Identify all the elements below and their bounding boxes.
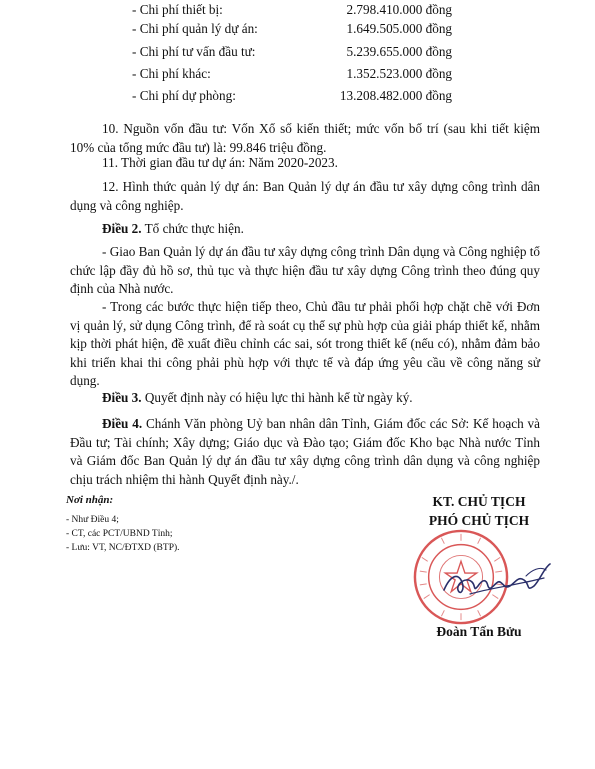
article-2-paragraph-1: - Giao Ban Quản lý dự án đầu tư xây dựng công trình Dân dụng và Công nghiệp tổ chức lập đầy đủ hồ sơ, thủ tục và thực hiện đầu tư xây dựng Công trình theo đúng quy định của Nhà nước. (70, 244, 540, 296)
cost-value: 5.239.655.000 đồng (346, 44, 452, 59)
cost-row (132, 20, 462, 38)
cost-label: - Chi phí khác: (132, 66, 211, 81)
cost-value: 2.798.410.000 đồng (346, 2, 452, 17)
handwritten-signature-icon (440, 556, 560, 606)
signer-name: Đoàn Tấn Bửu (436, 624, 522, 639)
cost-label: - Chi phí dự phòng: (132, 88, 236, 103)
cost-value: 1.649.505.000 đồng (346, 21, 452, 36)
signer-authority: KT. CHỦ TỊCH (432, 494, 526, 509)
article-2-paragraph-2: - Trong các bước thực hiện tiếp theo, Chủ đầu tư phải phối hợp chặt chẽ với Đơn vị quản lý, sử dụng Công trình, để rà soát cụ thể sự phù hợp của giải pháp thiết kế, nhằm kịp thời phát hiện, đề xuất điều chỉnh các sai, sót trong thiết kế (nếu có), nhằm đảm bảo khi triển khai thi công phải phù hợp với thực tế và đáp ứng yêu cầu về công năng sử dụng. (70, 299, 540, 388)
item-12: 12. Hình thức quản lý dự án: Ban Quản lý dự án đầu tư xây dựng công trình dân dụng và công nghiệp. (70, 179, 540, 213)
cost-row (132, 87, 462, 105)
recipient-item: - Như Điều 4; (66, 515, 119, 525)
recipients-title: Nơi nhận: (66, 494, 114, 506)
cost-value: 1.352.523.000 đồng (346, 66, 452, 81)
item-10: 10. Nguồn vốn đầu tư: Vốn Xổ số kiến thiết; mức vốn bố trí (sau khi tiết kiệm 10% của tổng mức đầu tư) là: 99.846 triệu đồng. (70, 121, 540, 155)
cost-label: - Chi phí thiết bị: (132, 2, 223, 17)
cost-row (132, 43, 462, 61)
cost-row (132, 1, 462, 19)
cost-label: - Chi phí tư vấn đầu tư: (132, 44, 256, 59)
article-2-heading: Điều 2. Tổ chức thực hiện. (102, 221, 244, 236)
recipient-item: - Lưu: VT, NC/ĐTXD (BTP). (66, 543, 180, 553)
article-4: Điều 4. Chánh Văn phòng Uỷ ban nhân dân Tỉnh, Giám đốc các Sở: Kế hoạch và Đầu tư; Tài chính; Xây dựng; Giáo dục và Đào tạo; Giám đốc Kho bạc Nhà nước Tỉnh và Giám đốc Ban Quản lý dự án đầu tư xây dựng công trình dân dụng và công nghiệp chịu trách nhiệm thi hành Quyết định này./. (70, 416, 540, 487)
article-3-title: Điều 3. (102, 390, 142, 405)
article-4-title: Điều 4. (102, 416, 143, 431)
cost-value: 13.208.482.000 đồng (339, 88, 452, 103)
recipient-item: - CT, các PCT/UBND Tỉnh; (66, 529, 173, 539)
cost-label: - Chi phí quản lý dự án: (132, 21, 258, 36)
article-2-title: Điều 2. (102, 221, 142, 236)
signer-position: PHÓ CHỦ TỊCH (428, 513, 530, 528)
item-11: 11. Thời gian đầu tư dự án: Năm 2020-2023. (102, 155, 338, 170)
article-3: Điều 3. Quyết định này có hiệu lực thi hành kể từ ngày ký. (102, 390, 413, 405)
cost-row (132, 65, 462, 83)
